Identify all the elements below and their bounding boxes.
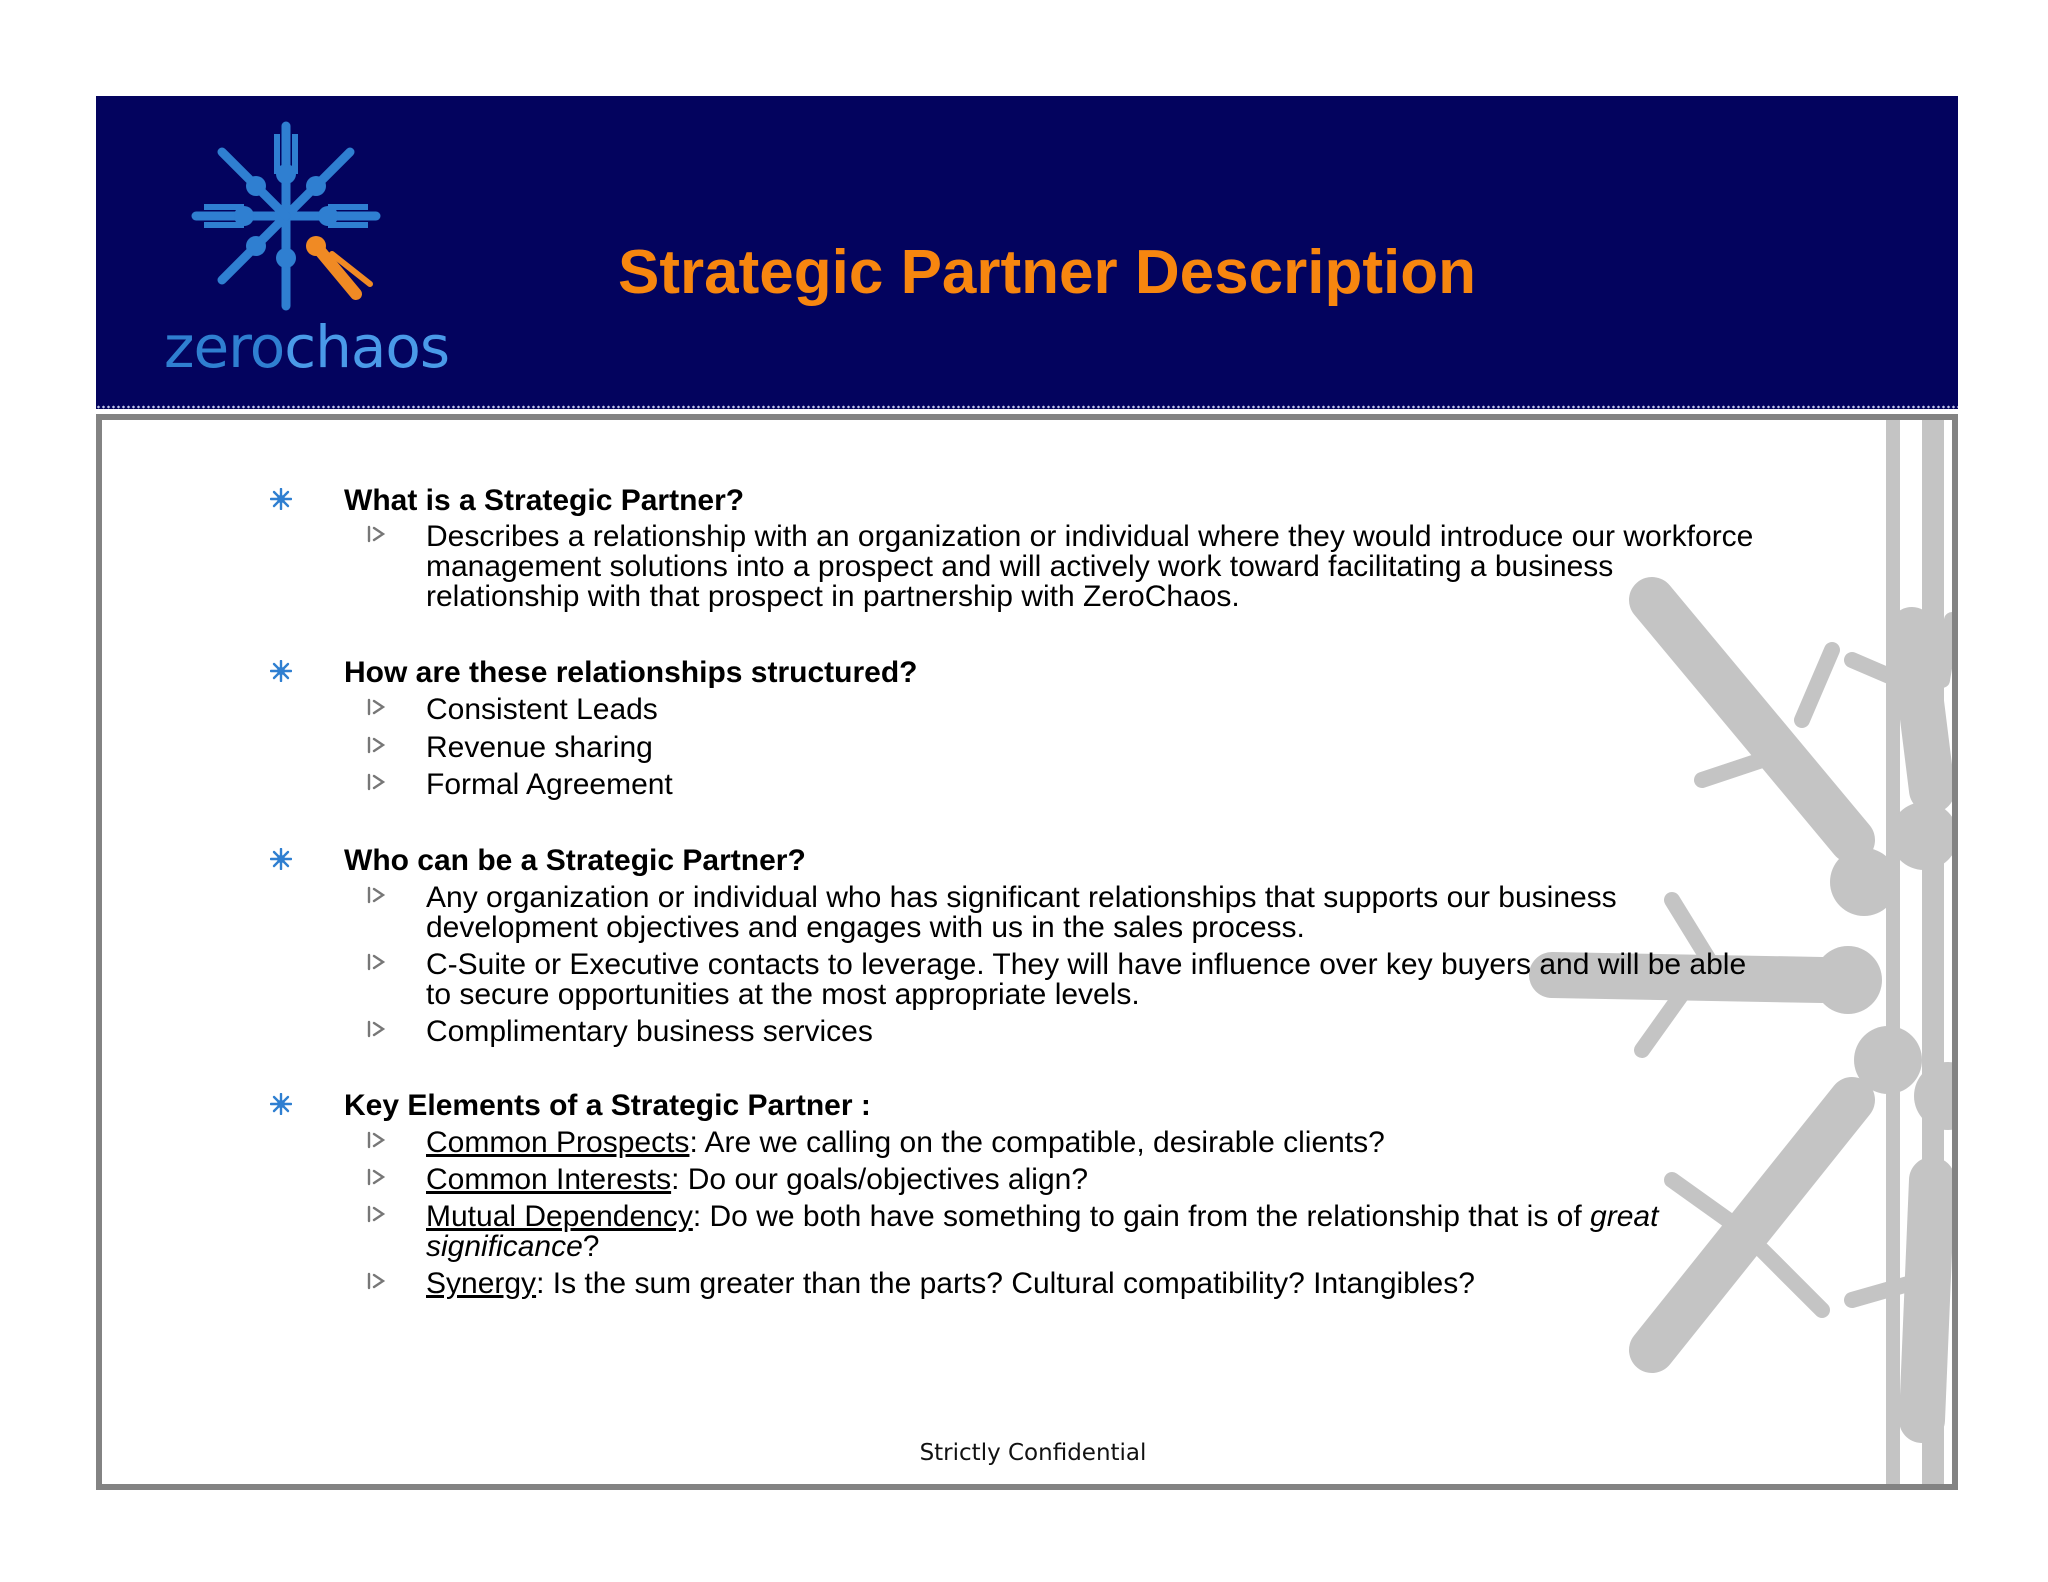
arrow-bullet-icon — [367, 1205, 387, 1223]
starburst-bullet-icon — [270, 848, 292, 870]
arrow-bullet-icon — [367, 698, 387, 716]
starburst-bullet-icon — [270, 488, 292, 510]
arrow-bullet-icon — [367, 1131, 387, 1149]
emphasis-text: great — [1590, 1200, 1659, 1233]
term-description: : Are we calling on the compatible, desirable clients? — [689, 1126, 1385, 1159]
list-item — [426, 1165, 1088, 1195]
arrow-bullet-icon — [367, 525, 387, 543]
starburst-bullet-icon — [270, 1093, 292, 1115]
section-heading: Key Elements of a Strategic Partner : — [344, 1089, 871, 1122]
list-item — [426, 1269, 1475, 1299]
arrow-bullet-icon — [367, 736, 387, 754]
term-description: : Is the sum greater than the parts? Cultural compatibility? Intangibles? — [536, 1267, 1475, 1300]
header-divider — [96, 405, 1958, 409]
list-item-line: development objectives and engages with us in the sales process. — [426, 911, 1305, 944]
arrow-bullet-icon — [367, 1168, 387, 1186]
list-item: Revenue sharing — [426, 731, 653, 764]
arrow-bullet-icon — [367, 773, 387, 791]
starburst-bullet-icon — [270, 660, 292, 682]
arrow-bullet-icon — [367, 1020, 387, 1038]
arrow-bullet-icon — [367, 1272, 387, 1290]
slide-header — [96, 96, 1958, 406]
term-description: : Do we both have something to gain from the relationship that is of — [692, 1200, 1591, 1233]
list-item-line: to secure opportunities at the most appropriate levels. — [426, 978, 1140, 1011]
page-title: Strategic Partner Description — [618, 238, 1476, 307]
section-heading: How are these relationships structured? — [344, 656, 918, 689]
zerochaos-logo-wordmark: zerochaos — [164, 313, 450, 381]
list-item: Consistent Leads — [426, 693, 658, 726]
section-heading: Who can be a Strategic Partner? — [344, 844, 806, 877]
list-item: Formal Agreement — [426, 768, 673, 801]
list-item-line: management solutions into a prospect and will actively work toward facilitating a business — [426, 550, 1614, 583]
arrow-bullet-icon — [367, 953, 387, 971]
list-item-line: C-Suite or Executive contacts to leverage. They will have influence over key buyers and will be able — [426, 948, 1747, 981]
list-item-line: significance? — [426, 1230, 600, 1263]
section-heading: What is a Strategic Partner? — [344, 484, 745, 517]
footer-confidential: Strictly Confidential — [919, 1440, 1147, 1466]
term-label: Common Prospects — [426, 1126, 690, 1159]
list-item — [426, 1202, 1658, 1232]
arrow-bullet-icon — [367, 886, 387, 904]
term-label: Common Interests — [426, 1163, 672, 1196]
list-item-line: relationship with that prospect in partnership with ZeroChaos. — [426, 580, 1240, 613]
list-item-line: Describes a relationship with an organization or individual where they would introduce our workforce — [426, 520, 1754, 553]
bullet-list — [102, 420, 1958, 1490]
slide — [96, 96, 1958, 1490]
list-item: Complimentary business services — [426, 1015, 873, 1048]
content-frame — [96, 414, 1958, 1490]
list-item — [426, 1128, 1385, 1158]
term-description: : Do our goals/objectives align? — [671, 1163, 1089, 1196]
term-label: Mutual Dependency — [426, 1200, 693, 1233]
emphasis-text: significance — [426, 1230, 583, 1263]
list-item-line: Any organization or individual who has significant relationships that supports our business — [426, 881, 1617, 914]
term-label: Synergy — [426, 1267, 537, 1300]
